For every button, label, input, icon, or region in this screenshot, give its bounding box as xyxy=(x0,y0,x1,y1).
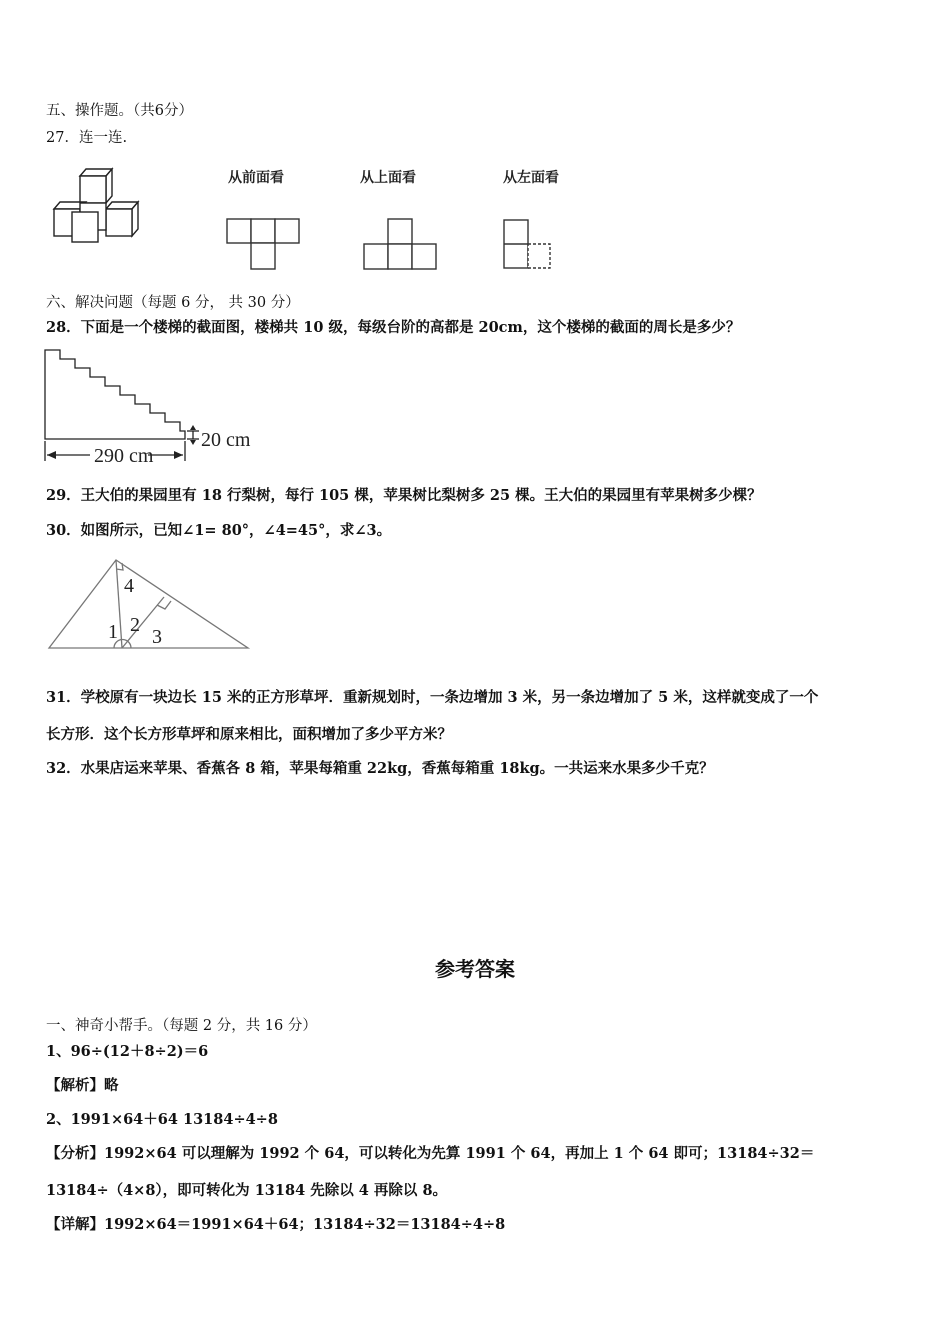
triangle-figure xyxy=(44,555,254,655)
angle-2-label: 2 xyxy=(130,614,140,636)
stairs-step-label: 20 cm xyxy=(201,429,251,451)
section-6-heading: 六、解决问题（每题 6 分， 共 30 分） xyxy=(46,295,300,311)
angle-4-label: 4 xyxy=(124,575,134,597)
question-32: 32．水果店运来苹果、香蕉各 8 箱，苹果每箱重 22kg，香蕉每箱重 18kg。一共运来水果多少千克？ xyxy=(46,760,714,777)
question-29: 29．王大伯的果园里有 18 行梨树，每行 105 棵，苹果树比梨树多 25 棵。王大伯的果园里有苹果树多少棵？ xyxy=(46,487,762,504)
answer-1-note: 【解析】略 xyxy=(46,1077,119,1094)
question-28: 28．下面是一个楼梯的截面图，楼梯共 10 级，每级台阶的高都是 20cm，这个楼梯的截面的周长是多少？ xyxy=(46,319,741,336)
answer-2-analysis-line-1: 【分析】1992×64 可以理解为 1992 个 64，可以转化为先算 1991 个 64，再加上 1 个 64 即可；13184÷32＝ xyxy=(46,1145,815,1162)
answer-2-detail: 【详解】1992×64＝1991×64＋64；13184÷32＝13184÷4÷8 xyxy=(46,1216,506,1233)
question-31-line-2: 长方形．这个长方形草坪和原来相比，面积增加了多少平方米？ xyxy=(46,726,452,743)
answers-title: 参考答案 xyxy=(435,957,515,981)
answer-1: 1、96÷(12＋8÷2)＝6 xyxy=(46,1043,209,1060)
answer-2: 2、1991×64＋64 13184÷4÷8 xyxy=(46,1111,278,1128)
label-front-view: 从前面看 xyxy=(228,170,284,186)
front-view-figure xyxy=(226,218,304,272)
section-5-heading: 五、操作题。（共6分） xyxy=(46,103,193,119)
top-view-figure xyxy=(363,218,443,272)
angle-3-label: 3 xyxy=(152,626,162,648)
answer-2-analysis-line-2: 13184÷（4×8），即可转化为 13184 先除以 4 再除以 8。 xyxy=(46,1182,448,1199)
angle-1-label: 1 xyxy=(108,621,118,643)
question-27: 27．连一连. xyxy=(46,130,128,146)
staircase-figure xyxy=(40,344,270,469)
answers-section-1-heading: 一、神奇小帮手。（每题 2 分，共 16 分） xyxy=(46,1018,317,1034)
question-30: 30．如图所示，已知∠1= 80°，∠4=45°，求∠3。 xyxy=(46,522,392,539)
label-top-view: 从上面看 xyxy=(360,170,416,186)
label-left-view: 从左面看 xyxy=(503,170,559,186)
stairs-width-label: 290 cm xyxy=(94,445,154,467)
left-view-figure xyxy=(502,218,556,274)
question-31-line-1: 31．学校原有一块边长 15 米的正方形草坪．重新规划时，一条边增加 3 米，另一条边增加了 5 米，这样就变成了一个 xyxy=(46,689,819,706)
view-labels xyxy=(0,0,950,200)
